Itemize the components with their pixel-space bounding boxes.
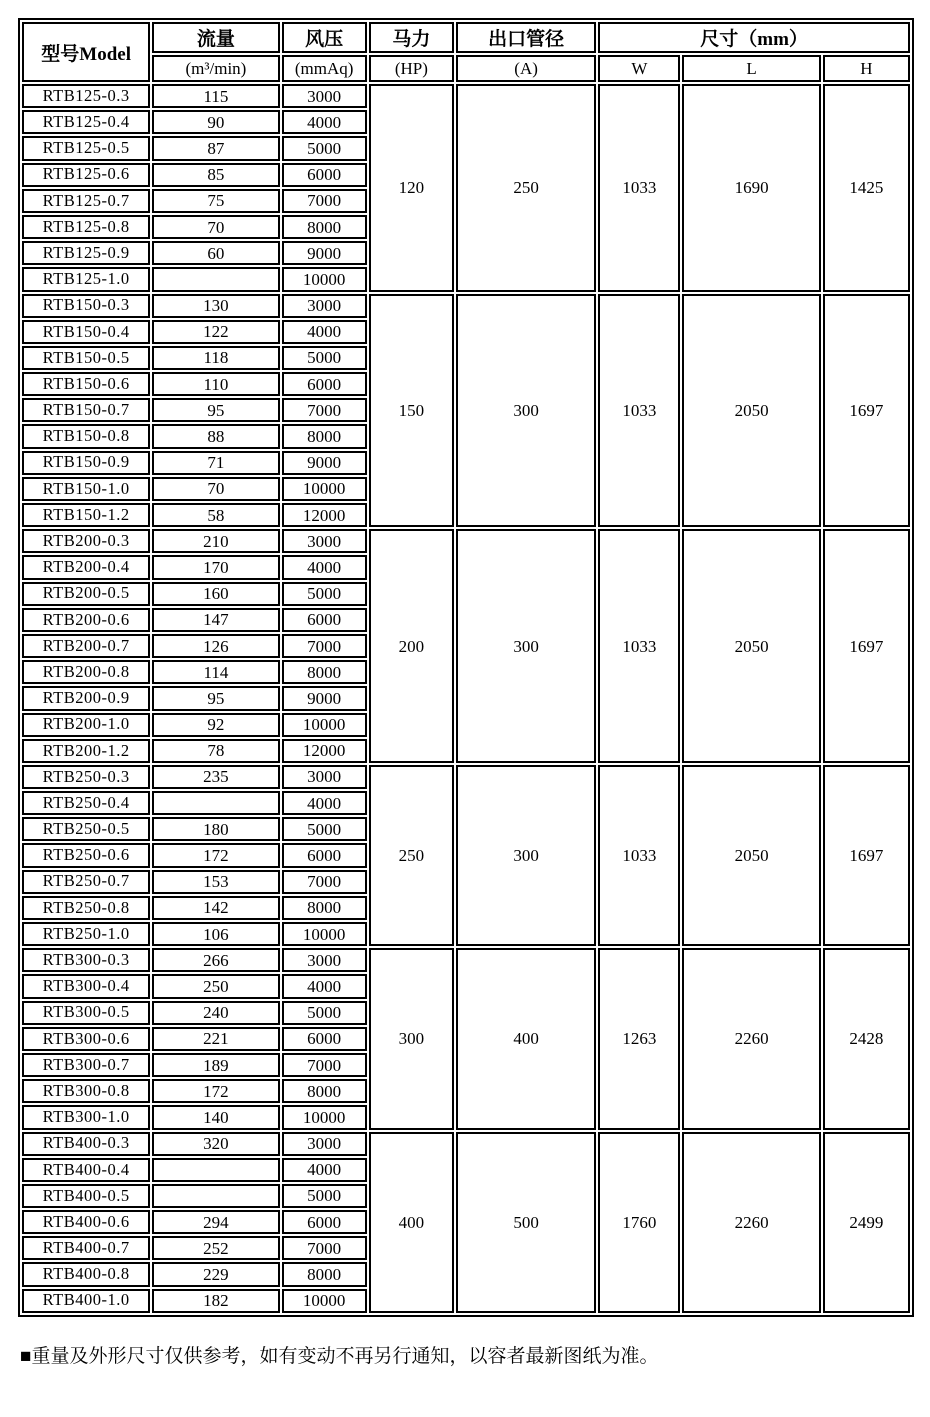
model-cell: RTB150-0.4 bbox=[22, 320, 150, 344]
flow-cell: 130 bbox=[152, 294, 279, 318]
dim-l-cell: 2050 bbox=[682, 765, 820, 946]
pressure-cell: 3000 bbox=[282, 529, 367, 553]
dim-w-cell: 1033 bbox=[598, 294, 680, 528]
pressure-cell: 5000 bbox=[282, 582, 367, 606]
pressure-cell: 3000 bbox=[282, 948, 367, 972]
flow-cell: 250 bbox=[152, 974, 279, 998]
model-cell: RTB125-0.6 bbox=[22, 163, 150, 187]
flow-cell: 153 bbox=[152, 870, 279, 894]
model-cell: RTB150-0.5 bbox=[22, 346, 150, 370]
model-cell: RTB250-0.7 bbox=[22, 870, 150, 894]
flow-cell: 88 bbox=[152, 424, 279, 448]
model-cell: RTB150-0.9 bbox=[22, 451, 150, 475]
model-cell: RTB200-0.9 bbox=[22, 686, 150, 710]
model-cell: RTB300-0.8 bbox=[22, 1079, 150, 1103]
outlet-cell: 300 bbox=[456, 765, 596, 946]
pressure-cell: 6000 bbox=[282, 163, 367, 187]
model-cell: RTB125-0.4 bbox=[22, 110, 150, 134]
power-cell: 250 bbox=[369, 765, 454, 946]
pressure-cell: 9000 bbox=[282, 686, 367, 710]
model-cell: RTB250-0.5 bbox=[22, 817, 150, 841]
pressure-cell: 6000 bbox=[282, 1027, 367, 1051]
pressure-cell: 8000 bbox=[282, 1262, 367, 1286]
flow-cell: 252 bbox=[152, 1236, 279, 1260]
flow-cell: 229 bbox=[152, 1262, 279, 1286]
pressure-cell: 10000 bbox=[282, 267, 367, 291]
model-cell: RTB125-0.9 bbox=[22, 241, 150, 265]
pressure-cell: 12000 bbox=[282, 503, 367, 527]
pressure-cell: 6000 bbox=[282, 1210, 367, 1234]
model-cell: RTB250-0.8 bbox=[22, 896, 150, 920]
table-row bbox=[22, 294, 910, 318]
model-cell: RTB400-0.6 bbox=[22, 1210, 150, 1234]
flow-cell: 320 bbox=[152, 1132, 279, 1156]
flow-cell: 115 bbox=[152, 84, 279, 108]
dim-h-cell: 2499 bbox=[823, 1132, 910, 1313]
dim-h-cell: 1425 bbox=[823, 84, 910, 292]
power-cell: 150 bbox=[369, 294, 454, 528]
model-cell: RTB125-0.7 bbox=[22, 189, 150, 213]
model-cell: RTB125-1.0 bbox=[22, 267, 150, 291]
pressure-cell: 5000 bbox=[282, 136, 367, 160]
table-header bbox=[22, 22, 910, 82]
flow-cell: 60 bbox=[152, 241, 279, 265]
pressure-cell: 7000 bbox=[282, 1053, 367, 1077]
flow-cell: 147 bbox=[152, 608, 279, 632]
flow-cell: 92 bbox=[152, 713, 279, 737]
col-header-w: W bbox=[598, 55, 680, 82]
pressure-cell: 10000 bbox=[282, 1105, 367, 1129]
flow-cell bbox=[152, 267, 279, 291]
flow-cell: 240 bbox=[152, 1001, 279, 1025]
model-cell: RTB400-0.7 bbox=[22, 1236, 150, 1260]
col-header-outlet-unit: (A) bbox=[456, 55, 596, 82]
pressure-cell: 3000 bbox=[282, 765, 367, 789]
col-header-flow-unit: (m³/min) bbox=[152, 55, 279, 82]
table-row bbox=[22, 765, 910, 789]
spec-table bbox=[18, 18, 914, 1317]
pressure-cell: 8000 bbox=[282, 424, 367, 448]
flow-cell: 110 bbox=[152, 372, 279, 396]
dim-h-cell: 1697 bbox=[823, 294, 910, 528]
flow-cell: 160 bbox=[152, 582, 279, 606]
dim-w-cell: 1033 bbox=[598, 529, 680, 763]
model-cell: RTB150-0.3 bbox=[22, 294, 150, 318]
flow-cell: 140 bbox=[152, 1105, 279, 1129]
outlet-cell: 500 bbox=[456, 1132, 596, 1313]
power-cell: 120 bbox=[369, 84, 454, 292]
pressure-cell: 7000 bbox=[282, 1236, 367, 1260]
pressure-cell: 4000 bbox=[282, 1158, 367, 1182]
model-cell: RTB300-1.0 bbox=[22, 1105, 150, 1129]
model-cell: RTB200-0.8 bbox=[22, 660, 150, 684]
pressure-cell: 4000 bbox=[282, 320, 367, 344]
model-cell: RTB300-0.5 bbox=[22, 1001, 150, 1025]
flow-cell bbox=[152, 1158, 279, 1182]
model-cell: RTB200-0.3 bbox=[22, 529, 150, 553]
model-cell: RTB200-1.0 bbox=[22, 713, 150, 737]
flow-cell bbox=[152, 791, 279, 815]
flow-cell: 78 bbox=[152, 739, 279, 763]
flow-cell: 70 bbox=[152, 215, 279, 239]
pressure-cell: 8000 bbox=[282, 1079, 367, 1103]
flow-cell: 221 bbox=[152, 1027, 279, 1051]
pressure-cell: 6000 bbox=[282, 372, 367, 396]
pressure-cell: 3000 bbox=[282, 1132, 367, 1156]
footnote: ■重量及外形尺寸仅供参考，如有变动不再另行通知，以容者最新图纸为准。 bbox=[20, 1345, 659, 1367]
col-header-h: H bbox=[823, 55, 910, 82]
pressure-cell: 4000 bbox=[282, 974, 367, 998]
flow-cell: 106 bbox=[152, 922, 279, 946]
model-cell: RTB125-0.3 bbox=[22, 84, 150, 108]
model-cell: RTB150-1.2 bbox=[22, 503, 150, 527]
model-cell: RTB150-0.7 bbox=[22, 398, 150, 422]
table-row bbox=[22, 1132, 910, 1156]
pressure-cell: 5000 bbox=[282, 346, 367, 370]
outlet-cell: 250 bbox=[456, 84, 596, 292]
pressure-cell: 5000 bbox=[282, 817, 367, 841]
model-cell: RTB200-0.5 bbox=[22, 582, 150, 606]
power-cell: 300 bbox=[369, 948, 454, 1129]
dim-w-cell: 1263 bbox=[598, 948, 680, 1129]
pressure-cell: 5000 bbox=[282, 1001, 367, 1025]
model-cell: RTB400-0.8 bbox=[22, 1262, 150, 1286]
col-header-model: 型号Model bbox=[22, 22, 150, 82]
flow-cell: 58 bbox=[152, 503, 279, 527]
pressure-cell: 7000 bbox=[282, 189, 367, 213]
outlet-cell: 300 bbox=[456, 294, 596, 528]
pressure-cell: 3000 bbox=[282, 84, 367, 108]
table-row bbox=[22, 529, 910, 553]
flow-cell: 210 bbox=[152, 529, 279, 553]
model-cell: RTB250-0.6 bbox=[22, 843, 150, 867]
pressure-cell: 7000 bbox=[282, 870, 367, 894]
flow-cell: 122 bbox=[152, 320, 279, 344]
model-cell: RTB125-0.8 bbox=[22, 215, 150, 239]
pressure-cell: 8000 bbox=[282, 660, 367, 684]
col-header-flow: 流量 bbox=[152, 22, 279, 53]
flow-cell: 118 bbox=[152, 346, 279, 370]
dim-w-cell: 1033 bbox=[598, 84, 680, 292]
col-header-power: 马力 bbox=[369, 22, 454, 53]
dim-h-cell: 2428 bbox=[823, 948, 910, 1129]
model-cell: RTB250-1.0 bbox=[22, 922, 150, 946]
model-cell: RTB150-1.0 bbox=[22, 477, 150, 501]
pressure-cell: 8000 bbox=[282, 896, 367, 920]
dim-w-cell: 1760 bbox=[598, 1132, 680, 1313]
flow-cell: 172 bbox=[152, 1079, 279, 1103]
model-cell: RTB250-0.3 bbox=[22, 765, 150, 789]
pressure-cell: 9000 bbox=[282, 241, 367, 265]
col-header-pressure: 风压 bbox=[282, 22, 367, 53]
header-row-1 bbox=[22, 22, 910, 53]
pressure-cell: 7000 bbox=[282, 634, 367, 658]
flow-cell: 95 bbox=[152, 398, 279, 422]
dim-h-cell: 1697 bbox=[823, 765, 910, 946]
dim-l-cell: 2050 bbox=[682, 294, 820, 528]
dim-l-cell: 2260 bbox=[682, 1132, 820, 1313]
pressure-cell: 7000 bbox=[282, 398, 367, 422]
flow-cell: 70 bbox=[152, 477, 279, 501]
model-cell: RTB300-0.4 bbox=[22, 974, 150, 998]
model-cell: RTB125-0.5 bbox=[22, 136, 150, 160]
flow-cell: 180 bbox=[152, 817, 279, 841]
col-header-dimensions: 尺寸（mm） bbox=[598, 22, 910, 53]
flow-cell bbox=[152, 1184, 279, 1208]
model-cell: RTB150-0.6 bbox=[22, 372, 150, 396]
pressure-cell: 10000 bbox=[282, 477, 367, 501]
flow-cell: 142 bbox=[152, 896, 279, 920]
dim-l-cell: 2260 bbox=[682, 948, 820, 1129]
model-cell: RTB300-0.7 bbox=[22, 1053, 150, 1077]
flow-cell: 235 bbox=[152, 765, 279, 789]
flow-cell: 266 bbox=[152, 948, 279, 972]
flow-cell: 189 bbox=[152, 1053, 279, 1077]
spec-table-body bbox=[22, 84, 910, 1313]
pressure-cell: 10000 bbox=[282, 922, 367, 946]
col-header-pressure-unit: (mmAq) bbox=[282, 55, 367, 82]
pressure-cell: 10000 bbox=[282, 713, 367, 737]
model-cell: RTB200-1.2 bbox=[22, 739, 150, 763]
model-cell: RTB400-0.5 bbox=[22, 1184, 150, 1208]
model-cell: RTB300-0.6 bbox=[22, 1027, 150, 1051]
power-cell: 200 bbox=[369, 529, 454, 763]
pressure-cell: 8000 bbox=[282, 215, 367, 239]
flow-cell: 95 bbox=[152, 686, 279, 710]
flow-cell: 114 bbox=[152, 660, 279, 684]
pressure-cell: 4000 bbox=[282, 110, 367, 134]
pressure-cell: 5000 bbox=[282, 1184, 367, 1208]
dim-l-cell: 1690 bbox=[682, 84, 820, 292]
pressure-cell: 10000 bbox=[282, 1289, 367, 1313]
flow-cell: 126 bbox=[152, 634, 279, 658]
col-header-outlet: 出口管径 bbox=[456, 22, 596, 53]
header-row-2 bbox=[22, 55, 910, 82]
model-cell: RTB150-0.8 bbox=[22, 424, 150, 448]
col-header-l: L bbox=[682, 55, 820, 82]
flow-cell: 170 bbox=[152, 555, 279, 579]
model-cell: RTB250-0.4 bbox=[22, 791, 150, 815]
dim-h-cell: 1697 bbox=[823, 529, 910, 763]
model-cell: RTB200-0.7 bbox=[22, 634, 150, 658]
model-cell: RTB400-0.3 bbox=[22, 1132, 150, 1156]
pressure-cell: 3000 bbox=[282, 294, 367, 318]
model-cell: RTB200-0.6 bbox=[22, 608, 150, 632]
pressure-cell: 6000 bbox=[282, 843, 367, 867]
flow-cell: 71 bbox=[152, 451, 279, 475]
model-cell: RTB200-0.4 bbox=[22, 555, 150, 579]
flow-cell: 172 bbox=[152, 843, 279, 867]
col-header-power-unit: (HP) bbox=[369, 55, 454, 82]
dim-l-cell: 2050 bbox=[682, 529, 820, 763]
pressure-cell: 6000 bbox=[282, 608, 367, 632]
pressure-cell: 4000 bbox=[282, 791, 367, 815]
pressure-cell: 12000 bbox=[282, 739, 367, 763]
flow-cell: 85 bbox=[152, 163, 279, 187]
pressure-cell: 4000 bbox=[282, 555, 367, 579]
model-cell: RTB300-0.3 bbox=[22, 948, 150, 972]
outlet-cell: 400 bbox=[456, 948, 596, 1129]
flow-cell: 87 bbox=[152, 136, 279, 160]
flow-cell: 75 bbox=[152, 189, 279, 213]
flow-cell: 182 bbox=[152, 1289, 279, 1313]
model-cell: RTB400-1.0 bbox=[22, 1289, 150, 1313]
pressure-cell: 9000 bbox=[282, 451, 367, 475]
power-cell: 400 bbox=[369, 1132, 454, 1313]
table-row bbox=[22, 84, 910, 108]
dim-w-cell: 1033 bbox=[598, 765, 680, 946]
model-cell: RTB400-0.4 bbox=[22, 1158, 150, 1182]
table-row bbox=[22, 948, 910, 972]
flow-cell: 90 bbox=[152, 110, 279, 134]
flow-cell: 294 bbox=[152, 1210, 279, 1234]
outlet-cell: 300 bbox=[456, 529, 596, 763]
